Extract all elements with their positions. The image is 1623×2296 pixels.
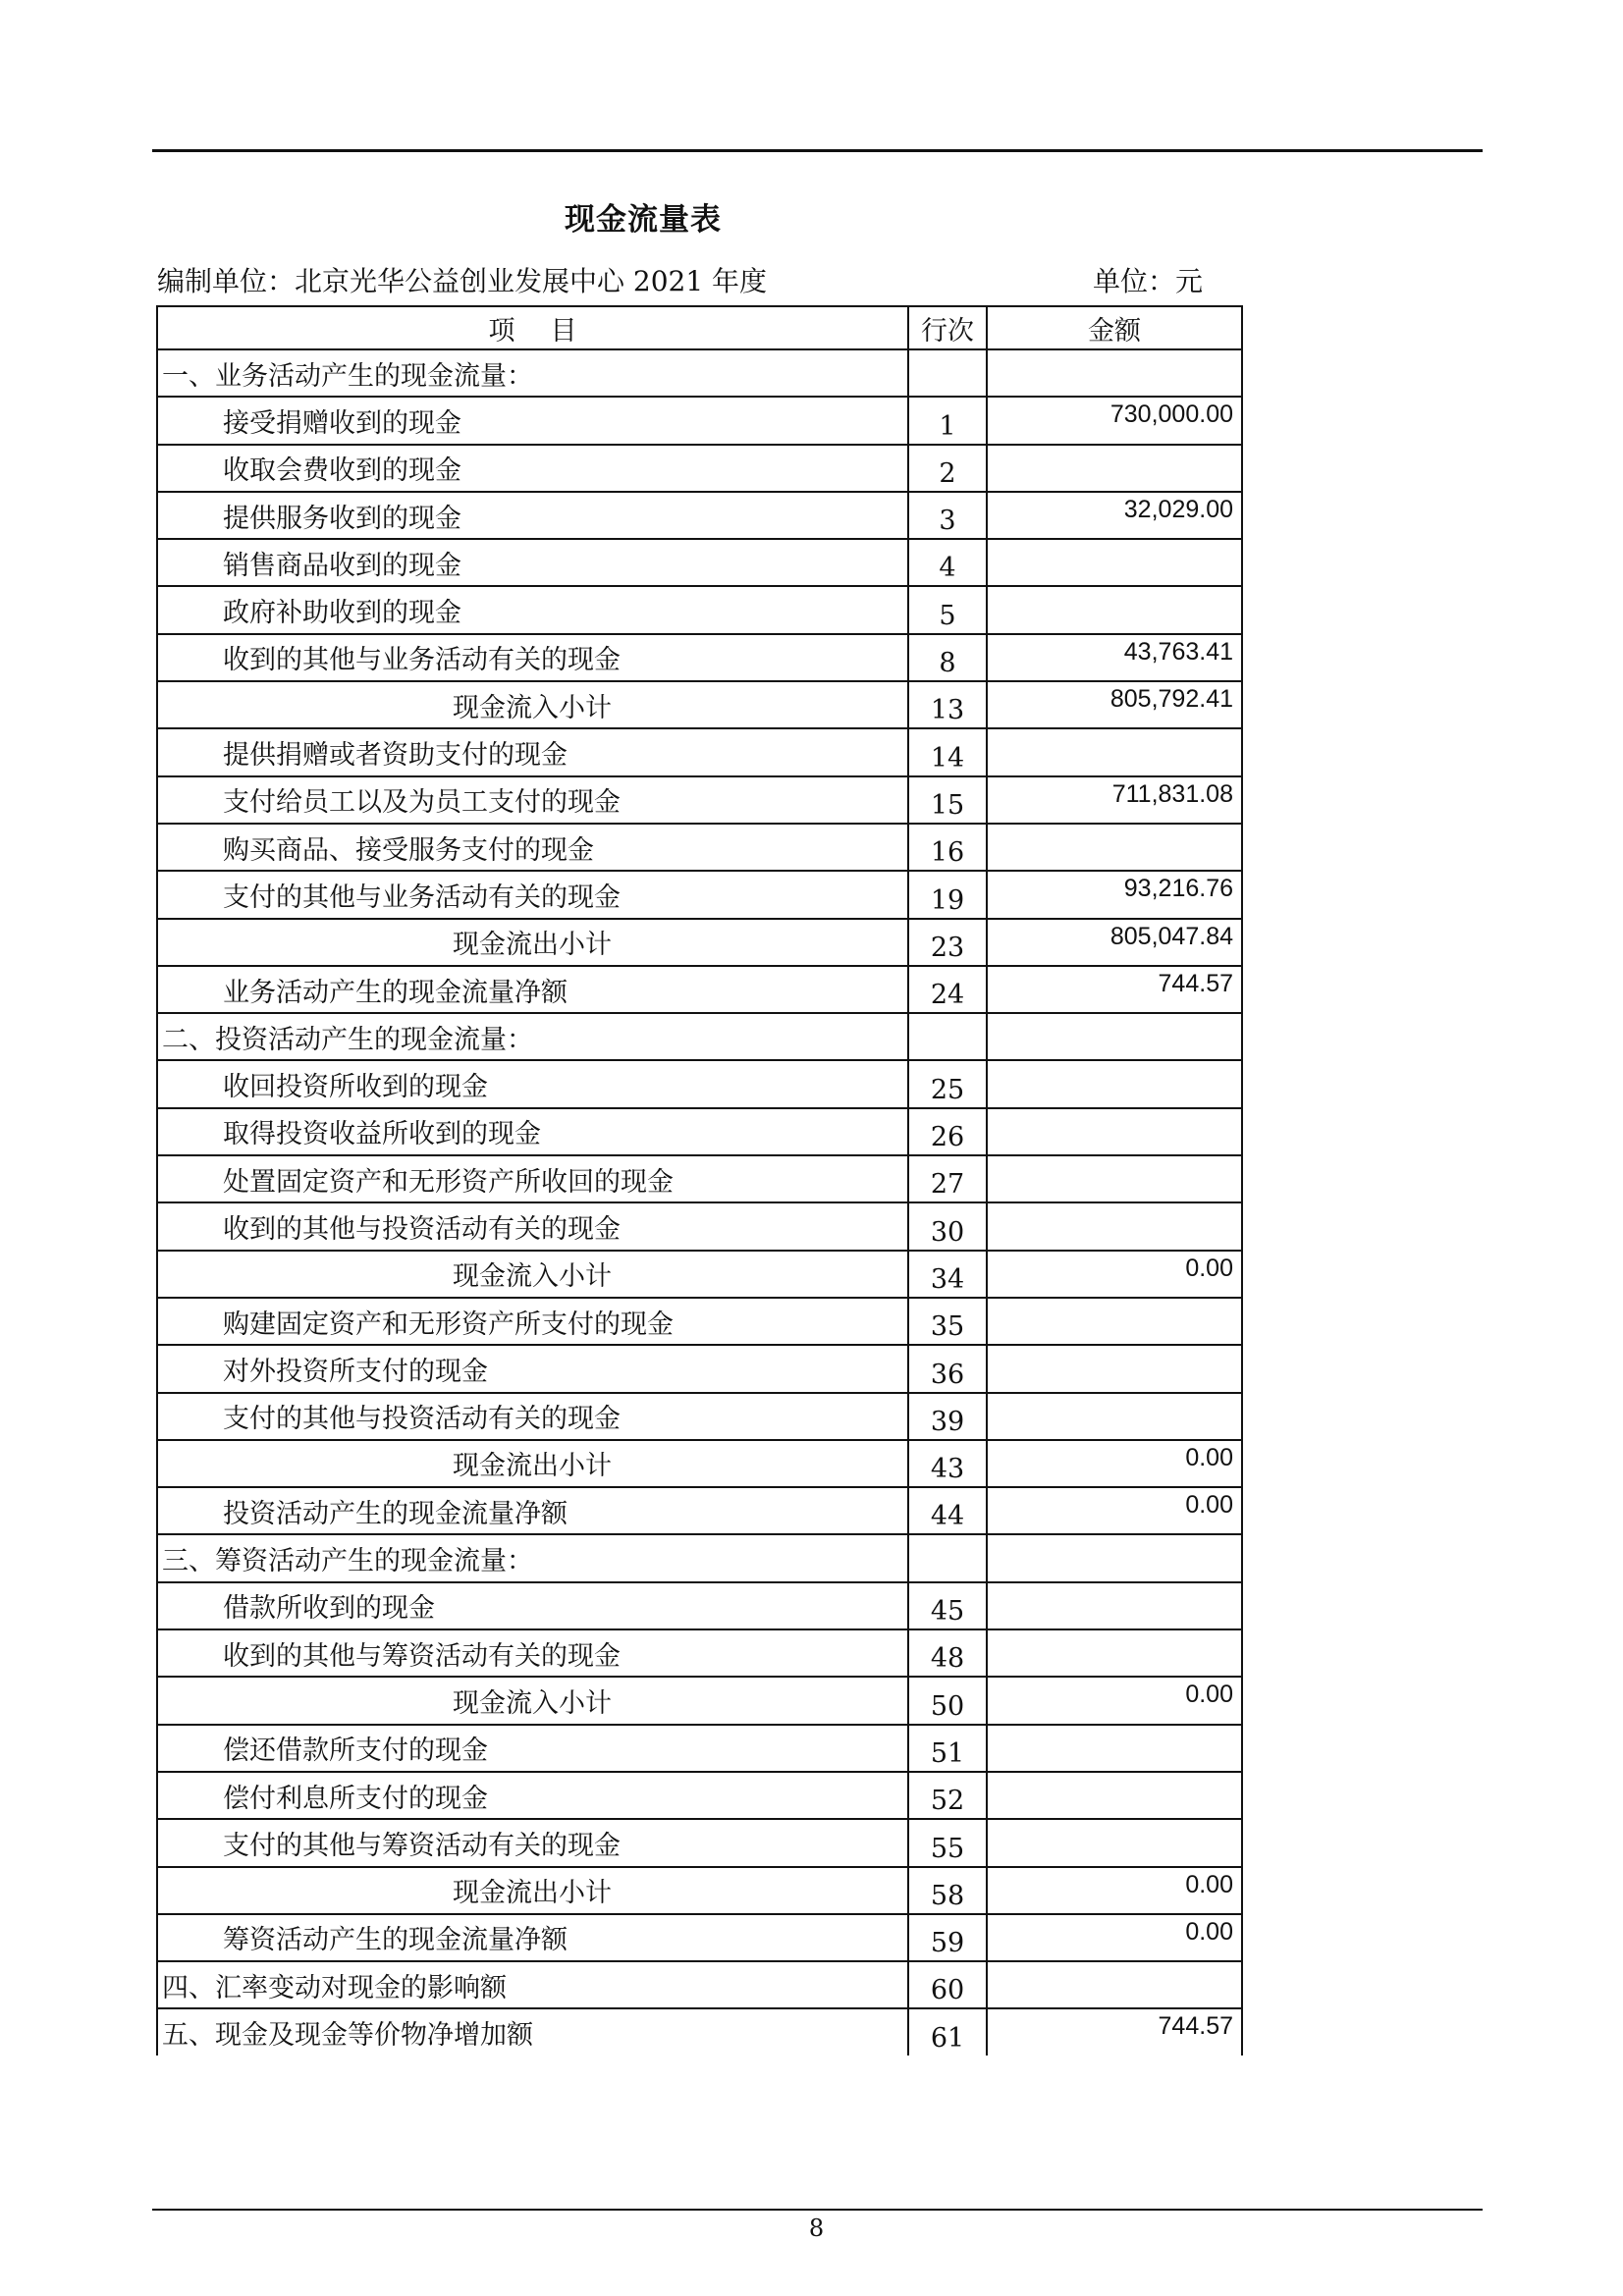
row-amount: 730,000.00 <box>987 397 1242 444</box>
row-item-label: 借款所收到的现金 <box>157 1582 908 1629</box>
table-row <box>157 1155 1242 1202</box>
table-row <box>157 1013 1242 1060</box>
table-row <box>157 871 1242 918</box>
row-amount <box>987 1629 1242 1677</box>
row-amount: 0.00 <box>987 1677 1242 1724</box>
row-item-label: 现金流出小计 <box>157 919 908 966</box>
row-line-number: 23 <box>908 919 987 966</box>
row-item-label: 筹资活动产生的现金流量净额 <box>157 1914 908 1961</box>
row-amount <box>987 1013 1242 1060</box>
row-amount: 711,831.08 <box>987 776 1242 824</box>
table-row <box>157 1393 1242 1440</box>
table-row <box>157 349 1242 397</box>
row-item-label: 现金流入小计 <box>157 1677 908 1724</box>
row-line-number: 15 <box>908 776 987 824</box>
row-amount <box>987 1155 1242 1202</box>
row-amount <box>987 539 1242 586</box>
preparing-unit: 编制单位：北京光华公益创业发展中心 2021 年度 <box>157 265 768 297</box>
row-line-number: 51 <box>908 1725 987 1772</box>
row-item-label: 提供服务收到的现金 <box>157 492 908 539</box>
table-row <box>157 1534 1242 1581</box>
row-item-label: 政府补助收到的现金 <box>157 586 908 633</box>
row-line-number: 59 <box>908 1914 987 1961</box>
row-item-label: 一、业务活动产生的现金流量： <box>157 349 908 397</box>
row-item-label: 提供捐赠或者资助支付的现金 <box>157 728 908 775</box>
row-item-label: 购买商品、接受服务支付的现金 <box>157 824 908 871</box>
row-line-number: 24 <box>908 966 987 1013</box>
row-amount <box>987 349 1242 397</box>
table-row <box>157 1961 1242 2008</box>
row-amount: 805,047.84 <box>987 919 1242 966</box>
row-item-label: 收回投资所收到的现金 <box>157 1060 908 1107</box>
row-amount <box>987 824 1242 871</box>
table-row <box>157 397 1242 444</box>
row-item-label: 业务活动产生的现金流量净额 <box>157 966 908 1013</box>
table-row <box>157 1108 1242 1155</box>
row-item-label: 支付的其他与筹资活动有关的现金 <box>157 1819 908 1866</box>
row-line-number: 52 <box>908 1772 987 1819</box>
row-item-label: 收取会费收到的现金 <box>157 445 908 492</box>
row-line-number: 30 <box>908 1202 987 1250</box>
row-line-number: 5 <box>908 586 987 633</box>
table-row <box>157 1867 1242 1914</box>
row-item-label: 偿还借款所支付的现金 <box>157 1725 908 1772</box>
row-line-number: 25 <box>908 1060 987 1107</box>
row-item-label: 偿付利息所支付的现金 <box>157 1772 908 1819</box>
row-item-label: 取得投资收益所收到的现金 <box>157 1108 908 1155</box>
row-amount: 32,029.00 <box>987 492 1242 539</box>
row-line-number: 35 <box>908 1298 987 1345</box>
row-line-number: 19 <box>908 871 987 918</box>
header-amount: 金额 <box>987 306 1242 349</box>
row-line-number: 13 <box>908 681 987 728</box>
table-row <box>157 586 1242 633</box>
row-item-label: 对外投资所支付的现金 <box>157 1345 908 1392</box>
row-item-label: 四、汇率变动对现金的影响额 <box>157 1961 908 2008</box>
table-row <box>157 1440 1242 1487</box>
row-amount: 0.00 <box>987 1914 1242 1961</box>
row-line-number: 2 <box>908 445 987 492</box>
table-body <box>157 349 1242 2056</box>
row-line-number: 55 <box>908 1819 987 1866</box>
page-number: 8 <box>808 2215 825 2242</box>
row-amount <box>987 586 1242 633</box>
row-item-label: 支付给员工以及为员工支付的现金 <box>157 776 908 824</box>
row-line-number: 44 <box>908 1487 987 1534</box>
row-amount: 0.00 <box>987 1440 1242 1487</box>
row-amount: 43,763.41 <box>987 634 1242 681</box>
cash-flow-table <box>156 305 1243 2056</box>
row-item-label: 五、现金及现金等价物净增加额 <box>157 2008 908 2055</box>
row-amount <box>987 1202 1242 1250</box>
row-item-label: 购建固定资产和无形资产所支付的现金 <box>157 1298 908 1345</box>
row-item-label: 收到的其他与投资活动有关的现金 <box>157 1202 908 1250</box>
header-rule <box>152 149 1483 152</box>
row-line-number: 61 <box>908 2008 987 2055</box>
row-line-number: 36 <box>908 1345 987 1392</box>
table-row <box>157 1725 1242 1772</box>
table-row <box>157 492 1242 539</box>
row-amount <box>987 1961 1242 2008</box>
row-item-label: 投资活动产生的现金流量净额 <box>157 1487 908 1534</box>
row-line-number: 14 <box>908 728 987 775</box>
row-line-number <box>908 1013 987 1060</box>
row-line-number: 50 <box>908 1677 987 1724</box>
row-amount <box>987 1819 1242 1866</box>
row-item-label: 现金流入小计 <box>157 1251 908 1298</box>
table-row <box>157 1345 1242 1392</box>
table-row <box>157 966 1242 1013</box>
row-line-number <box>908 1534 987 1581</box>
table-row <box>157 2008 1242 2055</box>
row-line-number: 45 <box>908 1582 987 1629</box>
row-line-number: 8 <box>908 634 987 681</box>
row-item-label: 二、投资活动产生的现金流量： <box>157 1013 908 1060</box>
row-amount <box>987 445 1242 492</box>
row-line-number: 60 <box>908 1961 987 2008</box>
table-row <box>157 728 1242 775</box>
row-amount: 93,216.76 <box>987 871 1242 918</box>
row-amount <box>987 728 1242 775</box>
table-row <box>157 1629 1242 1677</box>
report-meta <box>157 260 1203 299</box>
row-item-label: 现金流入小计 <box>157 681 908 728</box>
table-row <box>157 1772 1242 1819</box>
table-row <box>157 1677 1242 1724</box>
row-amount: 0.00 <box>987 1251 1242 1298</box>
table-row <box>157 1914 1242 1961</box>
header-item: 项目 <box>157 306 908 349</box>
row-amount <box>987 1060 1242 1107</box>
table-row <box>157 681 1242 728</box>
table-row <box>157 1202 1242 1250</box>
table-row <box>157 824 1242 871</box>
row-line-number: 1 <box>908 397 987 444</box>
row-line-number: 48 <box>908 1629 987 1677</box>
row-amount <box>987 1393 1242 1440</box>
table-row <box>157 1487 1242 1534</box>
row-item-label: 支付的其他与业务活动有关的现金 <box>157 871 908 918</box>
row-item-label: 收到的其他与筹资活动有关的现金 <box>157 1629 908 1677</box>
row-line-number: 16 <box>908 824 987 871</box>
row-line-number: 26 <box>908 1108 987 1155</box>
table-row <box>157 919 1242 966</box>
row-amount: 744.57 <box>987 2008 1242 2055</box>
table-row <box>157 1582 1242 1629</box>
row-line-number <box>908 349 987 397</box>
row-item-label: 三、筹资活动产生的现金流量： <box>157 1534 908 1581</box>
row-amount <box>987 1772 1242 1819</box>
table-row <box>157 634 1242 681</box>
row-amount <box>987 1582 1242 1629</box>
row-item-label: 现金流出小计 <box>157 1867 908 1914</box>
row-amount: 805,792.41 <box>987 681 1242 728</box>
row-amount: 0.00 <box>987 1867 1242 1914</box>
row-item-label: 处置固定资产和无形资产所收回的现金 <box>157 1155 908 1202</box>
row-item-label: 销售商品收到的现金 <box>157 539 908 586</box>
row-line-number: 39 <box>908 1393 987 1440</box>
row-item-label: 接受捐赠收到的现金 <box>157 397 908 444</box>
row-amount <box>987 1298 1242 1345</box>
currency-unit: 单位：元 <box>1092 265 1203 297</box>
row-line-number: 58 <box>908 1867 987 1914</box>
table-row <box>157 1251 1242 1298</box>
table-row <box>157 1298 1242 1345</box>
row-line-number: 4 <box>908 539 987 586</box>
footer-rule <box>152 2209 1483 2211</box>
table-header-row <box>157 306 1242 349</box>
row-item-label: 现金流出小计 <box>157 1440 908 1487</box>
row-item-label: 支付的其他与投资活动有关的现金 <box>157 1393 908 1440</box>
row-line-number: 27 <box>908 1155 987 1202</box>
table-row <box>157 1060 1242 1107</box>
row-line-number: 34 <box>908 1251 987 1298</box>
row-amount <box>987 1108 1242 1155</box>
row-amount <box>987 1534 1242 1581</box>
table-row <box>157 776 1242 824</box>
row-amount: 0.00 <box>987 1487 1242 1534</box>
table-row <box>157 1819 1242 1866</box>
table-row <box>157 539 1242 586</box>
document-title: 现金流量表 <box>565 202 722 238</box>
row-amount <box>987 1725 1242 1772</box>
header-line-no: 行次 <box>908 306 987 349</box>
row-line-number: 43 <box>908 1440 987 1487</box>
row-line-number: 3 <box>908 492 987 539</box>
row-amount <box>987 1345 1242 1392</box>
row-item-label: 收到的其他与业务活动有关的现金 <box>157 634 908 681</box>
table-row <box>157 445 1242 492</box>
row-amount: 744.57 <box>987 966 1242 1013</box>
